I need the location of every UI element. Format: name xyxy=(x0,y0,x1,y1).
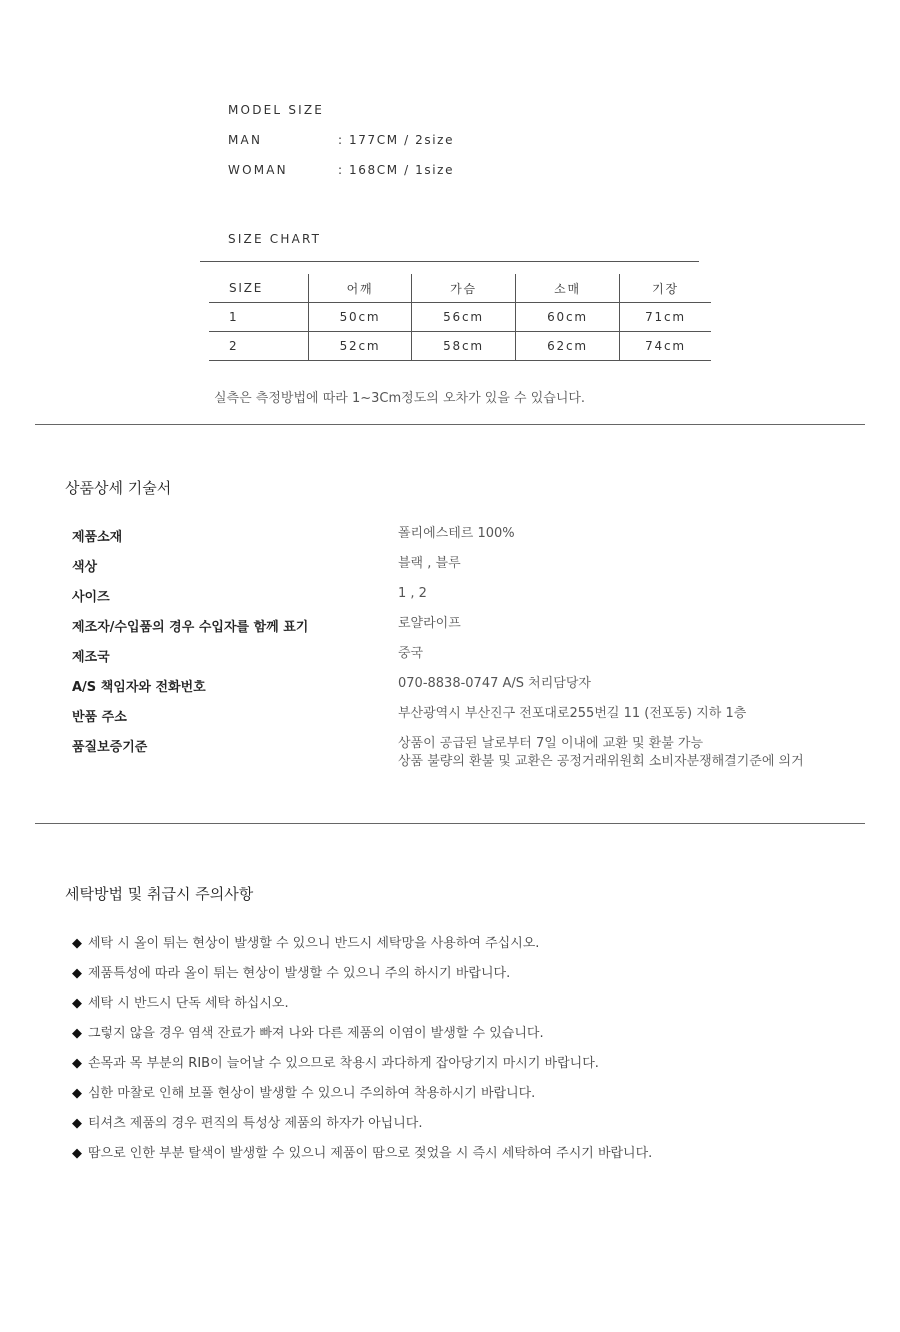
section-divider xyxy=(35,424,865,425)
model-woman-value: : 168CM / 1size xyxy=(338,163,455,177)
diamond-bullet-icon: ◆ xyxy=(72,1086,82,1101)
spec-section-title: 상품상세 기술서 xyxy=(65,479,172,497)
care-item-text: 티셔츠 제품의 경우 편직의 특성상 제품의 하자가 아닙니다. xyxy=(88,1116,423,1131)
table-row xyxy=(209,303,711,332)
spec-label-material: 제품소재 xyxy=(72,530,123,545)
care-item-text: 세탁 시 반드시 단독 세탁 하십시오. xyxy=(88,996,289,1011)
list-item xyxy=(72,1142,652,1161)
spec-label-origin: 제조국 xyxy=(72,650,110,665)
header-cell-shoulder: 어깨 xyxy=(309,274,412,303)
spec-value-as-contact: 070-8838-0747 A/S 처리담당자 xyxy=(398,676,591,691)
spec-value-material: 폴리에스테르 100% xyxy=(398,526,515,541)
section-divider xyxy=(35,823,865,824)
diamond-bullet-icon: ◆ xyxy=(72,1116,82,1131)
table-cell: 56cm xyxy=(412,303,516,332)
spec-label-quality: 품질보증기준 xyxy=(72,740,148,755)
care-item-text: 세탁 시 올이 튀는 현상이 발생할 수 있으니 반드시 세탁망을 사용하여 주십시오. xyxy=(88,936,540,951)
spec-value-return-address: 부산광역시 부산진구 전포대로255번길 11 (전포동) 지하 1층 xyxy=(398,706,747,721)
spec-label-color: 색상 xyxy=(72,560,98,575)
list-item xyxy=(72,992,289,1011)
spec-value-color: 블랙 , 블루 xyxy=(398,556,461,571)
spec-value-origin: 중국 xyxy=(398,646,424,661)
table-cell: 2 xyxy=(209,332,309,361)
table-cell: 71cm xyxy=(620,303,712,332)
list-item xyxy=(72,962,510,981)
care-section-title: 세탁방법 및 취급시 주의사항 xyxy=(65,885,254,903)
care-item-text: 그렇지 않을 경우 염색 잔료가 빠져 나와 다른 제품의 이염이 발생할 수 있습니다. xyxy=(88,1026,544,1041)
care-item-text: 땀으로 인한 부분 탈색이 발생할 수 있으니 제품이 땀으로 젖었을 시 즉시 세탁하여 주시기 바랍니다. xyxy=(88,1146,653,1161)
size-chart-top-rule xyxy=(200,261,699,262)
table-cell: 52cm xyxy=(309,332,412,361)
table-cell: 62cm xyxy=(516,332,620,361)
diamond-bullet-icon: ◆ xyxy=(72,1146,82,1161)
model-woman-label: WOMAN xyxy=(228,163,288,177)
diamond-bullet-icon: ◆ xyxy=(72,996,82,1011)
table-cell: 58cm xyxy=(412,332,516,361)
spec-label-manufacturer: 제조자/수입품의 경우 수입자를 함께 표기 xyxy=(72,620,309,635)
table-cell: 60cm xyxy=(516,303,620,332)
header-cell-sleeve: 소매 xyxy=(516,274,620,303)
list-item xyxy=(72,1082,535,1101)
care-item-text: 손목과 목 부분의 RIB이 늘어날 수 있으므로 착용시 과다하게 잡아당기지 마시기 바랍니다. xyxy=(88,1056,599,1071)
table-cell: 1 xyxy=(209,303,309,332)
table-row xyxy=(209,332,711,361)
spec-value-manufacturer: 로얄라이프 xyxy=(398,616,461,631)
diamond-bullet-icon: ◆ xyxy=(72,1056,82,1071)
model-man-value: : 177CM / 2size xyxy=(338,133,455,147)
list-item xyxy=(72,1022,544,1041)
diamond-bullet-icon: ◆ xyxy=(72,1026,82,1041)
header-cell-length: 기장 xyxy=(620,274,712,303)
model-size-title: MODEL SIZE xyxy=(228,103,325,117)
list-item xyxy=(72,932,539,951)
spec-value-size: 1 , 2 xyxy=(398,586,427,601)
size-chart-header-row xyxy=(209,274,711,303)
diamond-bullet-icon: ◆ xyxy=(72,936,82,951)
spec-label-return-address: 반품 주소 xyxy=(72,710,127,725)
size-chart-table xyxy=(209,274,711,361)
spec-label-as-contact: A/S 책임자와 전화번호 xyxy=(72,680,206,695)
model-man-label: MAN xyxy=(228,133,263,147)
list-item xyxy=(72,1112,422,1131)
size-chart-title: SIZE CHART xyxy=(228,232,322,246)
table-cell: 74cm xyxy=(620,332,712,361)
table-cell: 50cm xyxy=(309,303,412,332)
header-cell-chest: 가슴 xyxy=(412,274,516,303)
size-chart-note: 실측은 측정방법에 따라 1~3Cm정도의 오차가 있을 수 있습니다. xyxy=(214,391,586,406)
diamond-bullet-icon: ◆ xyxy=(72,966,82,981)
care-item-text: 심한 마찰로 인해 보풀 현상이 발생할 수 있으니 주의하여 착용하시기 바랍니다. xyxy=(88,1086,536,1101)
care-item-text: 제품특성에 따라 올이 튀는 현상이 발생할 수 있으니 주의 하시기 바랍니다. xyxy=(88,966,511,981)
spec-label-size: 사이즈 xyxy=(72,590,110,605)
list-item xyxy=(72,1052,599,1071)
spec-value-quality-line2: 상품 불량의 환불 및 교환은 공정거래위원회 소비자분쟁해결기준에 의거 xyxy=(398,754,804,769)
spec-value-quality-line1: 상품이 공급된 날로부터 7일 이내에 교환 및 환불 가능 xyxy=(398,736,704,751)
header-cell-size: SIZE xyxy=(209,274,309,303)
